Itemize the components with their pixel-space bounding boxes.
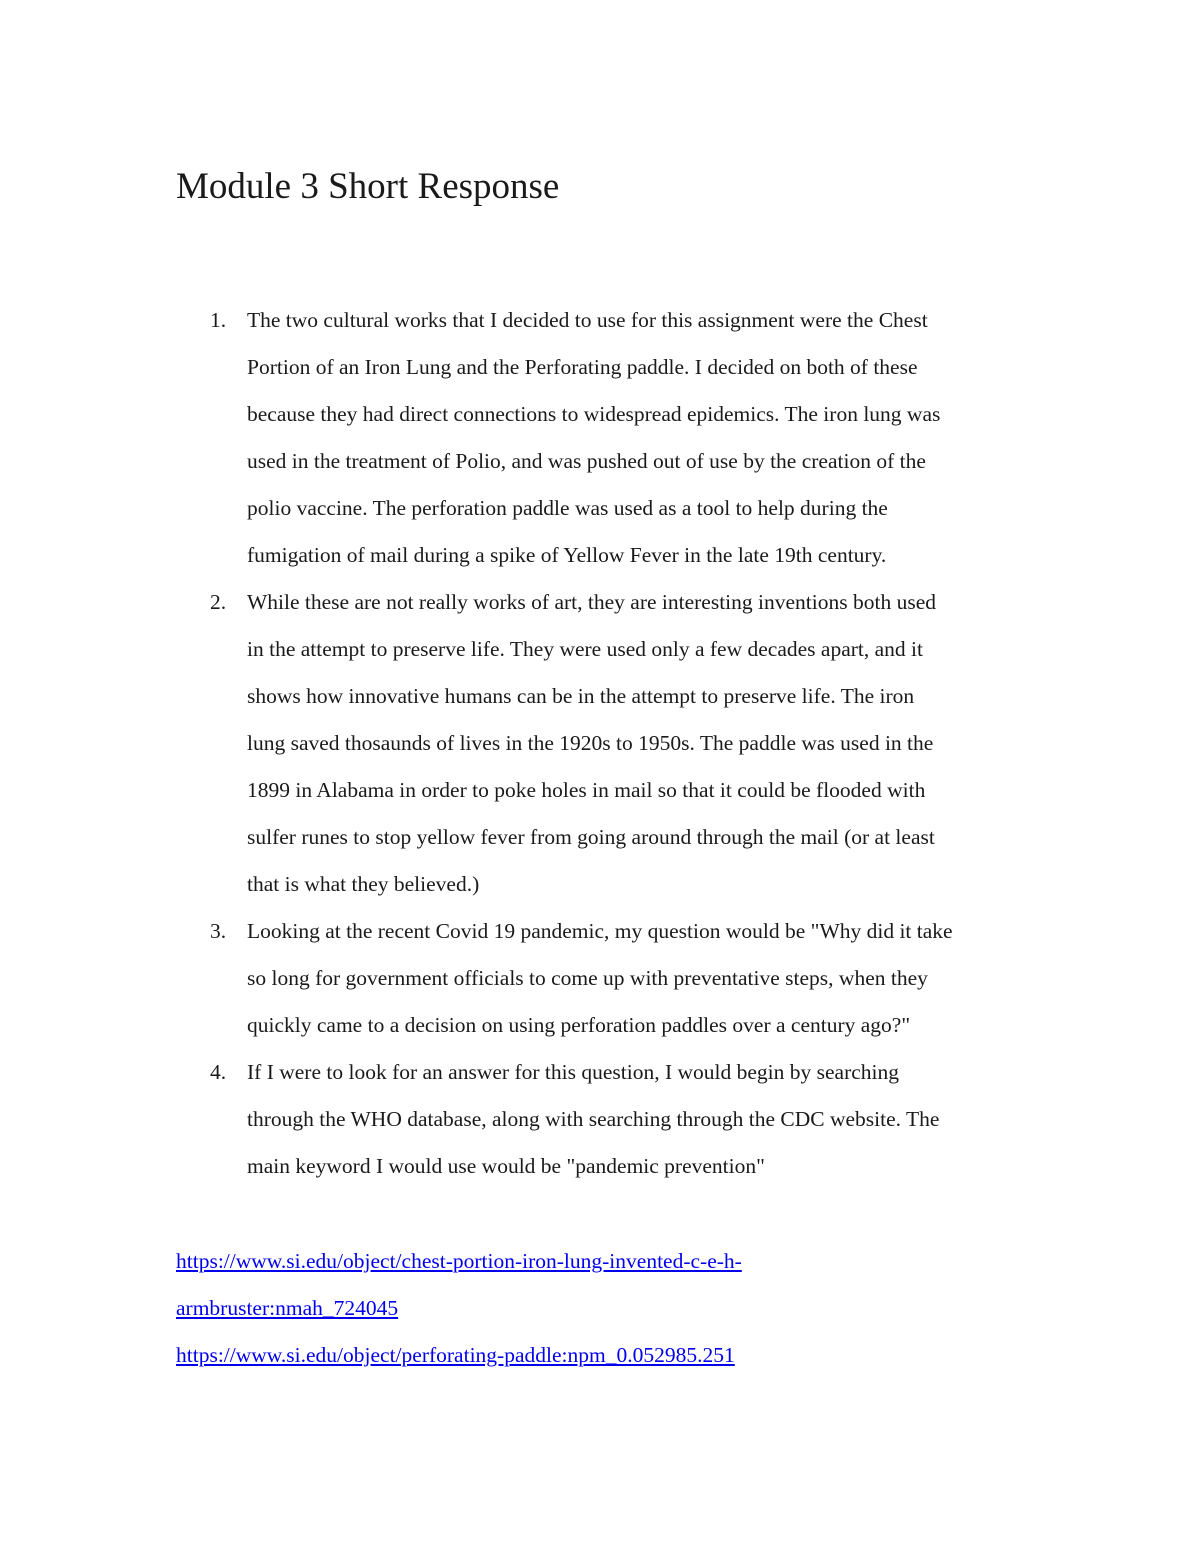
answer-line: sulfer runes to stop yellow fever from going around through the mail (or at least bbox=[247, 825, 935, 849]
answer-line: The two cultural works that I decided to use for this assignment were the Chest bbox=[247, 308, 928, 332]
answer-line: polio vaccine. The perforation paddle was used as a tool to help during the bbox=[247, 496, 888, 520]
answer-line: While these are not really works of art, they are interesting inventions both used bbox=[247, 590, 936, 614]
answer-item-1 bbox=[200, 297, 1030, 579]
answer-item-2 bbox=[200, 579, 1030, 908]
answer-item-3 bbox=[200, 908, 1030, 1049]
answer-list bbox=[200, 297, 1030, 1190]
reference-links bbox=[176, 1238, 1076, 1379]
answer-line: main keyword I would use would be "pandemic prevention" bbox=[247, 1154, 765, 1178]
iron-lung-link-continued[interactable]: armbruster:nmah_724045 bbox=[176, 1296, 399, 1320]
answer-item-4 bbox=[200, 1049, 1030, 1190]
answer-number: 1. bbox=[210, 308, 227, 332]
answer-line: Portion of an Iron Lung and the Perforating paddle. I decided on both of these bbox=[247, 355, 918, 379]
answer-line: in the attempt to preserve life. They were used only a few decades apart, and it bbox=[247, 637, 923, 661]
answer-line: Looking at the recent Covid 19 pandemic, my question would be "Why did it take bbox=[247, 919, 953, 943]
answer-line: quickly came to a decision on using perforation paddles over a century ago?" bbox=[247, 1013, 911, 1037]
answer-line: 1899 in Alabama in order to poke holes in mail so that it could be flooded with bbox=[247, 778, 926, 802]
answer-line: used in the treatment of Polio, and was pushed out of use by the creation of the bbox=[247, 449, 926, 473]
perforating-paddle-link[interactable]: https://www.si.edu/object/perforating-paddle:npm_0.052985.251 bbox=[176, 1343, 735, 1367]
answer-line: through the WHO database, along with searching through the CDC website. The bbox=[247, 1107, 940, 1131]
answer-line: shows how innovative humans can be in the attempt to preserve life. The iron bbox=[247, 684, 915, 708]
iron-lung-link[interactable]: https://www.si.edu/object/chest-portion-iron-lung-invented-c-e-h- bbox=[176, 1249, 742, 1273]
answer-line: lung saved thosaunds of lives in the 1920s to 1950s. The paddle was used in the bbox=[247, 731, 934, 755]
answer-number: 2. bbox=[210, 590, 227, 614]
document-title: Module 3 Short Response bbox=[176, 166, 560, 207]
answer-number: 4. bbox=[210, 1060, 227, 1084]
answer-line: fumigation of mail during a spike of Yellow Fever in the late 19th century. bbox=[247, 543, 887, 567]
answer-line: that is what they believed.) bbox=[247, 872, 480, 896]
answer-line: because they had direct connections to widespread epidemics. The iron lung was bbox=[247, 402, 941, 426]
answer-number: 3. bbox=[210, 919, 227, 943]
answer-line: If I were to look for an answer for this question, I would begin by searching bbox=[247, 1060, 899, 1084]
answer-line: so long for government officials to come up with preventative steps, when they bbox=[247, 966, 928, 990]
